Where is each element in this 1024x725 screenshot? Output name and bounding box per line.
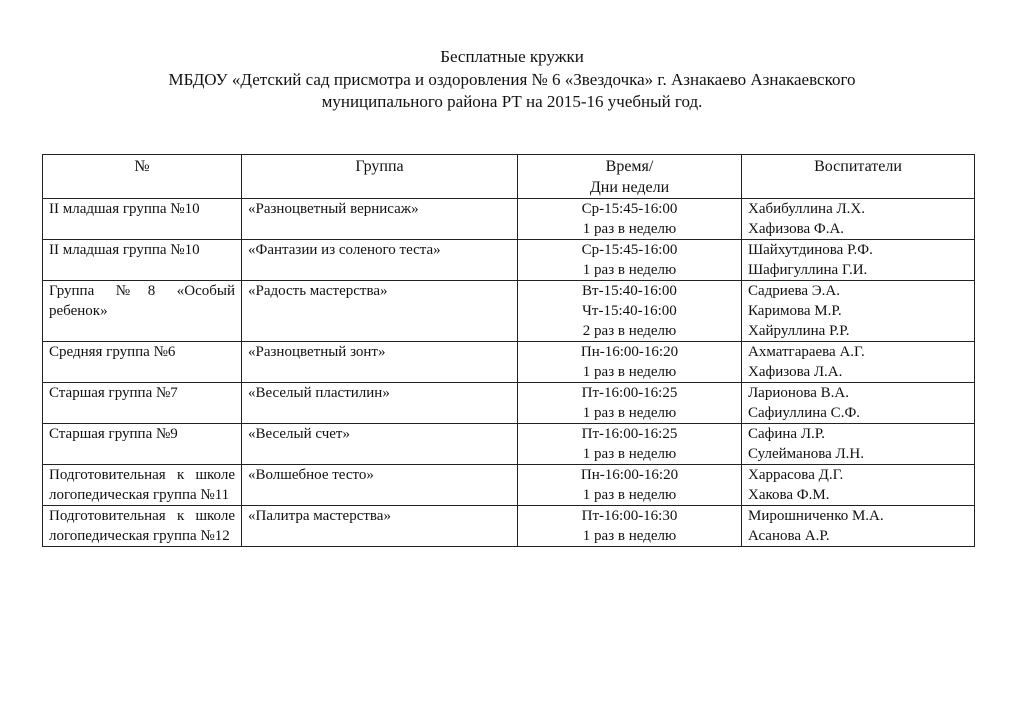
teachers-cell — [742, 240, 975, 281]
club-cell: «Разноцветный вернисаж» — [242, 199, 518, 240]
table-row — [43, 465, 975, 506]
table-row — [43, 506, 975, 547]
group-cell: Старшая группа №9 — [43, 424, 242, 465]
club-cell: «Разноцветный зонт» — [242, 342, 518, 383]
time-line: 1 раз в неделю — [582, 364, 677, 380]
teacher-name: Ахматгараева А.Г. — [748, 344, 865, 360]
time-line: Чт-15:40-16:00 — [582, 303, 677, 319]
time-cell — [518, 465, 742, 506]
teachers-cell — [742, 281, 975, 342]
teacher-name: Ларионова В.А. — [748, 385, 850, 401]
document-title: Бесплатные кружки — [440, 47, 584, 66]
teacher-name: Хайруллина Р.Р. — [748, 323, 850, 339]
group-cell: Подготовительная к школе логопедическая группа №12 — [43, 506, 242, 547]
schedule-table — [42, 154, 975, 547]
time-cell — [518, 424, 742, 465]
teacher-name: Хакова Ф.М. — [748, 487, 830, 503]
teacher-name: Хабибуллина Л.Х. — [748, 201, 865, 217]
teacher-name: Харрасова Д.Г. — [748, 467, 844, 483]
time-line: 1 раз в неделю — [582, 487, 677, 503]
club-cell: «Палитра мастерства» — [242, 506, 518, 547]
header-num: № — [43, 155, 242, 199]
table-row — [43, 383, 975, 424]
teacher-name: Хафизова Ф.А. — [748, 221, 845, 237]
time-line: Вт-15:40-16:00 — [582, 283, 677, 299]
club-cell: «Радость мастерства» — [242, 281, 518, 342]
teacher-name: Сафина Л.Р. — [748, 426, 825, 442]
time-line: Ср-15:45-16:00 — [581, 201, 678, 217]
header-teachers: Воспитатели — [742, 155, 975, 199]
table-row — [43, 240, 975, 281]
time-cell — [518, 240, 742, 281]
time-line: Пн-16:00-16:20 — [580, 467, 679, 483]
club-cell: «Волшебное тесто» — [242, 465, 518, 506]
header-time-line1: Время/ — [605, 158, 654, 175]
time-line: Пт-16:00-16:25 — [581, 426, 678, 442]
teachers-cell — [742, 199, 975, 240]
time-cell — [518, 342, 742, 383]
time-cell — [518, 199, 742, 240]
header-time — [518, 155, 742, 199]
time-cell — [518, 383, 742, 424]
teacher-name: Сулейманова Л.Н. — [748, 446, 865, 462]
teachers-cell — [742, 506, 975, 547]
group-cell: II младшая группа №10 — [43, 240, 242, 281]
time-line: Пн-16:00-16:20 — [580, 344, 679, 360]
table-row — [43, 281, 975, 342]
time-line: Пт-16:00-16:30 — [581, 508, 678, 524]
time-cell — [518, 506, 742, 547]
group-cell: II младшая группа №10 — [43, 199, 242, 240]
teacher-name: Сафиуллина С.Ф. — [748, 405, 861, 421]
teachers-cell — [742, 424, 975, 465]
time-line: Пт-16:00-16:25 — [581, 385, 678, 401]
time-line: 1 раз в неделю — [582, 262, 677, 278]
group-cell: Средняя группа №6 — [43, 342, 242, 383]
header-time-line2: Дни недели — [589, 179, 670, 196]
time-line: 1 раз в неделю — [582, 221, 677, 237]
group-cell: Подготовительная к школе логопедическая группа №11 — [43, 465, 242, 506]
teacher-name: Мирошниченко М.А. — [748, 508, 884, 524]
document-subtitle: МБДОУ «Детский сад присмотра и оздоровления № 6 «Звездочка» г. Азнакаево Азнакаевского муниципального района РТ на 2015-16 учебный год. — [168, 70, 856, 111]
club-cell: «Веселый счет» — [242, 424, 518, 465]
header-group: Группа — [242, 155, 518, 199]
group-cell: Старшая группа №7 — [43, 383, 242, 424]
teachers-cell — [742, 465, 975, 506]
table-row — [43, 342, 975, 383]
club-cell: «Фантазии из соленого теста» — [242, 240, 518, 281]
club-cell: «Веселый пластилин» — [242, 383, 518, 424]
teacher-name: Хафизова Л.А. — [748, 364, 843, 380]
time-cell — [518, 281, 742, 342]
teacher-name: Каримова М.Р. — [748, 303, 842, 319]
time-line: 1 раз в неделю — [582, 405, 677, 421]
time-line: 1 раз в неделю — [582, 528, 677, 544]
teacher-name: Шафигуллина Г.И. — [748, 262, 868, 278]
teacher-name: Садриева Э.А. — [748, 283, 841, 299]
table-body — [43, 199, 975, 547]
teacher-name: Асанова А.Р. — [748, 528, 830, 544]
teachers-cell — [742, 342, 975, 383]
table-header-row — [43, 155, 975, 199]
teachers-cell — [742, 383, 975, 424]
teacher-name: Шайхутдинова Р.Ф. — [748, 242, 873, 258]
table-row — [43, 199, 975, 240]
time-line: Ср-15:45-16:00 — [581, 242, 678, 258]
time-line: 2 раз в неделю — [582, 323, 677, 339]
table-row — [43, 424, 975, 465]
time-line: 1 раз в неделю — [582, 446, 677, 462]
group-cell: Группа №8 «Особый ребенок» — [43, 281, 242, 342]
